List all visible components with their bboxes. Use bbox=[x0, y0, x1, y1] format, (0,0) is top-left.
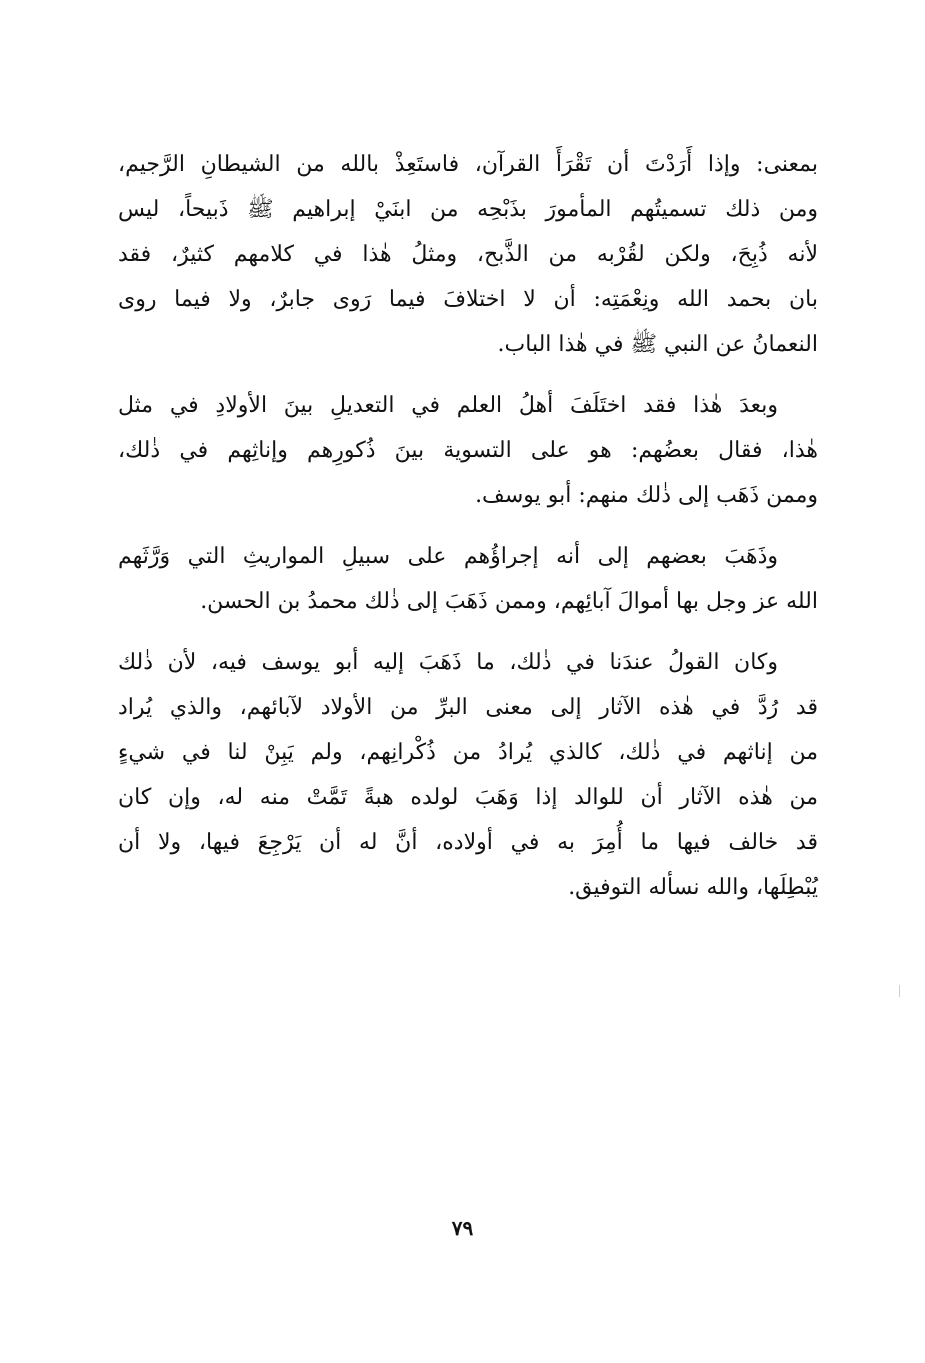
text-line: من إناثهم في ذٰلك، كالذي يُرادُ من ذُكْرانِهم، ولم يَبِنْ لنا في شيءٍ bbox=[118, 740, 818, 765]
text-line: لأنه ذُبِحَ، ولكن لقُرْبه من الذَّبح، ومثلُ هٰذا في كلامهم كثيرٌ، فقد bbox=[118, 242, 818, 267]
text-line: قد رُدَّ في هٰذه الآثار إلى معنى البرِّ من الأولاد لآبائهم، والذي يُراد bbox=[118, 695, 818, 720]
paragraph-3 bbox=[118, 534, 818, 624]
scan-margin-mark bbox=[899, 985, 900, 997]
text-line: وذَهَبَ بعضهم إلى أنه إجراؤُهم على سبيلِ المواريثِ التي وَرَّثَهم bbox=[118, 544, 778, 569]
text-line: من هٰذه الآثار أن للوالد إذا وَهَبَ لولده هبةً تَمَّتْ منه له، وإن كان bbox=[118, 785, 818, 810]
text-line: النعمانُ عن النبي ﷺ في هٰذا الباب. bbox=[497, 332, 818, 357]
text-line: بان بحمد الله ونِعْمَتِه: أن لا اختلافَ فيما رَوى جابرٌ، ولا فيما روى bbox=[118, 287, 818, 312]
body-text bbox=[118, 142, 818, 926]
text-line: ومن ذلك تسميتُهم المأمورَ بذَبْحِه من ابنَيْ إبراهيم ﷺ ذَبيحاً، ليس bbox=[118, 197, 818, 222]
paragraph-4 bbox=[118, 640, 818, 910]
paragraph-2 bbox=[118, 383, 818, 518]
text-line: قد خالف فيها ما أُمِرَ به في أولاده، أنَّ له أن يَرْجِعَ فيها، ولا أن bbox=[118, 830, 818, 855]
page-number: ٧٩ bbox=[451, 1216, 474, 1240]
text-line: هٰذا، فقال بعضُهم: هو على التسوية بينَ ذُكورِهم وإناثِهم في ذٰلك، bbox=[118, 438, 818, 463]
text-line: بمعنى: وإذا أَرَدْتَ أن تَقْرَأَ القرآن، فاستَعِذْ بالله من الشيطانِ الرَّجيم، bbox=[118, 152, 818, 177]
text-line: الله عز وجل بها أموالَ آبائِهم، وممن ذَهَبَ إلى ذٰلك محمدُ بن الحسن. bbox=[200, 589, 818, 614]
text-line: وبعدَ هٰذا فقد اختَلَفَ أهلُ العلم في التعديلِ بينَ الأولادِ في مثل bbox=[118, 393, 778, 418]
text-line: وكان القولُ عندَنا في ذٰلك، ما ذَهَبَ إليه أبو يوسف فيه، لأن ذٰلك bbox=[118, 650, 778, 675]
paragraph-1 bbox=[118, 142, 818, 367]
text-line: يُبْطِلَها، والله نسأله التوفيق. bbox=[568, 875, 818, 900]
text-line: وممن ذَهَب إلى ذٰلك منهم: أبو يوسف. bbox=[475, 483, 818, 508]
